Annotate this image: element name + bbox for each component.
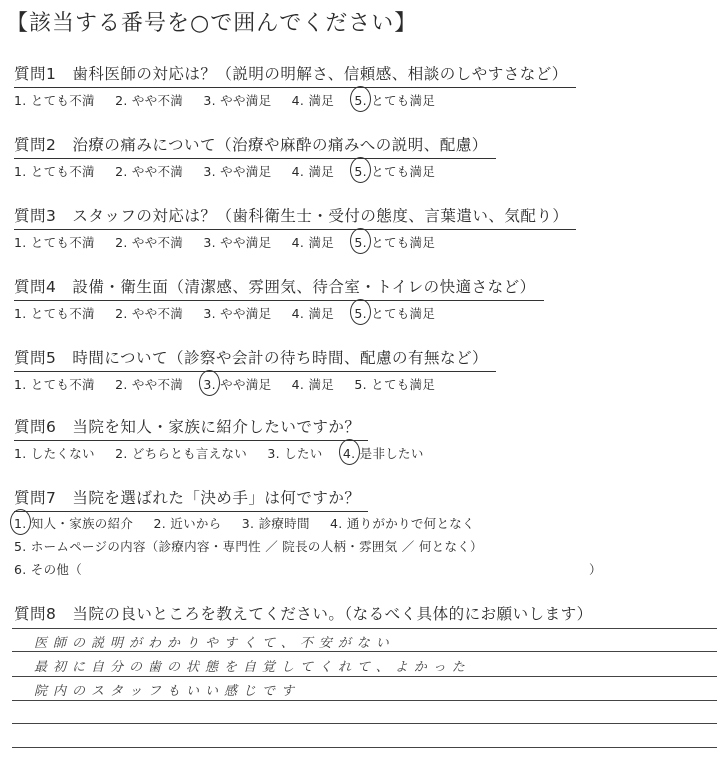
question-3	[14, 204, 568, 226]
q5-option-2[interactable]: 2. やや不満	[115, 377, 184, 392]
question-4-underline	[14, 300, 544, 302]
question-8-text: 質問8 当院の良いところを教えてください。（なるべく具体的にお願いします）	[14, 605, 593, 623]
q7-option-1-selected[interactable]: 1. 知人・家族の紹介	[14, 516, 134, 531]
question-4-options	[14, 304, 451, 322]
q1-option-5-selected[interactable]: 5. とても満足	[354, 93, 436, 108]
question-4-text: 質問4 設備・衛生面（清潔感、雰囲気、待合室・トイレの快適さなど）	[14, 278, 536, 296]
answer-line-4	[12, 700, 717, 701]
question-2-options	[14, 162, 451, 180]
question-7-options-row-1	[14, 514, 491, 532]
q2-option-5-selected[interactable]: 5. とても満足	[354, 164, 436, 179]
q6-option-2[interactable]: 2. どちらとも言えない	[115, 446, 248, 461]
question-4	[14, 275, 536, 297]
q1-option-2[interactable]: 2. やや不満	[115, 93, 184, 108]
q6-option-3[interactable]: 3. したい	[267, 446, 323, 461]
question-3-options	[14, 233, 451, 251]
q2-option-4[interactable]: 4. 満足	[291, 164, 335, 179]
q7-option-6[interactable]: 6. その他（	[14, 562, 82, 577]
handwritten-answer-3: 院内のスタッフもいい感じです	[34, 684, 301, 699]
q7-option-2[interactable]: 2. 近いから	[153, 516, 222, 531]
q2-option-2[interactable]: 2. やや不満	[115, 164, 184, 179]
question-2-text: 質問2 治療の痛みについて（治療や麻酔の痛みへの説明、配慮）	[14, 136, 488, 154]
question-5-underline	[14, 371, 496, 373]
question-2	[14, 133, 488, 155]
q5-option-1[interactable]: 1. とても不満	[14, 377, 95, 392]
q1-option-4[interactable]: 4. 満足	[291, 93, 335, 108]
q6-option-1[interactable]: 1. したくない	[14, 446, 95, 461]
question-7-options-row-3	[14, 560, 604, 578]
q1-option-1[interactable]: 1. とても不満	[14, 93, 95, 108]
q6-option-4-selected[interactable]: 4. 是非したい	[342, 446, 424, 461]
q5-option-3-selected[interactable]: 3. やや満足	[203, 377, 272, 392]
question-7-text: 質問7 当院を選ばれた「決め手」は何ですか？	[14, 489, 361, 507]
form-title: 【該当する番号を○で囲んでください】	[6, 11, 418, 36]
handwritten-answer-1: 医師の説明がわかりやすくて、不安がない	[34, 636, 395, 651]
answer-line-6	[12, 747, 717, 748]
q4-option-2[interactable]: 2. やや不満	[115, 306, 184, 321]
question-6-text: 質問6 当院を知人・家族に紹介したいですか？	[14, 418, 361, 436]
q3-option-1[interactable]: 1. とても不満	[14, 235, 95, 250]
question-3-underline	[14, 229, 576, 231]
q4-option-3[interactable]: 3. やや満足	[203, 306, 272, 321]
question-1-options	[14, 91, 451, 109]
q1-option-3[interactable]: 3. やや満足	[203, 93, 272, 108]
question-7-options-row-2	[14, 537, 499, 555]
q4-option-1[interactable]: 1. とても不満	[14, 306, 95, 321]
q4-option-5-selected[interactable]: 5. とても満足	[354, 306, 436, 321]
question-6	[14, 415, 360, 437]
q5-option-4[interactable]: 4. 満足	[291, 377, 335, 392]
q5-option-5[interactable]: 5. とても満足	[354, 377, 436, 392]
question-5-options	[14, 375, 451, 393]
question-5-text: 質問5 時間について（診察や会計の待ち時間、配慮の有無など）	[14, 349, 489, 367]
question-1	[14, 62, 568, 84]
question-2-underline	[14, 158, 496, 160]
question-8	[14, 602, 593, 624]
handwritten-answer-2: 最初に自分の歯の状態を自覚してくれて、よかった	[34, 660, 471, 675]
question-1-text: 質問1 歯科医師の対応は？（説明の明解さ、信頼感、相談のしやすさなど）	[14, 65, 568, 83]
question-3-text: 質問3 スタッフの対応は？（歯科衛生士・受付の態度、言葉遣い、気配り）	[14, 207, 569, 225]
q7-option-5[interactable]: 5. ホームページの内容（診療内容・専門性 ／ 院長の人柄・雰囲気 ／ 何となく）	[14, 539, 483, 554]
q7-option-4[interactable]: 4. 通りがかりで何となく	[330, 516, 475, 531]
q3-option-2[interactable]: 2. やや不満	[115, 235, 184, 250]
question-7-underline	[14, 511, 368, 513]
question-7	[14, 486, 360, 508]
q3-option-4[interactable]: 4. 満足	[291, 235, 335, 250]
q7-option-3[interactable]: 3. 診療時間	[241, 516, 310, 531]
q3-option-3[interactable]: 3. やや満足	[203, 235, 272, 250]
q2-option-1[interactable]: 1. とても不満	[14, 164, 95, 179]
q7-option-6-close-paren: ）	[589, 562, 602, 577]
answer-line-2	[12, 651, 717, 652]
answer-line-5	[12, 723, 717, 724]
q4-option-4[interactable]: 4. 満足	[291, 306, 335, 321]
answer-line-1	[12, 628, 717, 629]
q3-option-5-selected[interactable]: 5. とても満足	[354, 235, 436, 250]
q2-option-3[interactable]: 3. やや満足	[203, 164, 272, 179]
answer-line-3	[12, 676, 717, 677]
question-1-underline	[14, 87, 576, 89]
question-5	[14, 346, 488, 368]
question-6-options	[14, 444, 440, 462]
question-6-underline	[14, 440, 368, 442]
